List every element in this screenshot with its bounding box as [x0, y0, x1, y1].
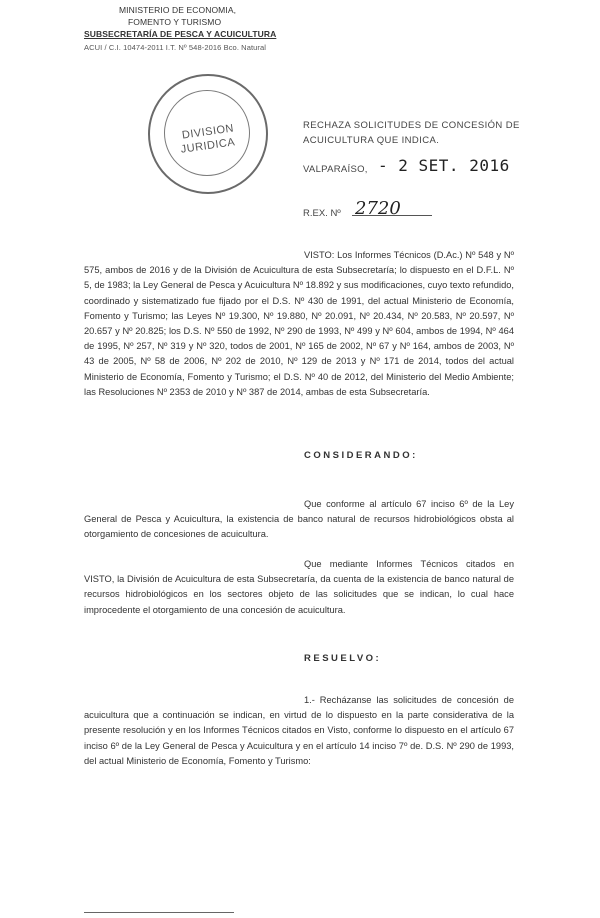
- stamp-line-2: JURIDICA: [180, 136, 236, 156]
- rex-number: 2720: [355, 198, 401, 219]
- header-subsecretaria: SUBSECRETARÍA DE PESCA Y ACUICULTURA: [84, 29, 277, 39]
- stamp-line-1: DIVISION: [181, 122, 235, 142]
- resuelvo-heading: RESUELVO:: [304, 653, 382, 664]
- rex-underline: [352, 215, 432, 216]
- rex-label: R.EX. Nº: [303, 208, 341, 219]
- considerando-heading: CONSIDERANDO:: [304, 450, 418, 461]
- date-stamp: - 2 SET. 2016: [378, 156, 510, 175]
- footnote-divider: [84, 912, 234, 913]
- place-label: VALPARAÍSO,: [303, 164, 368, 175]
- visto-paragraph: VISTO: Los Informes Técnicos (D.Ac.) Nº 548 y Nº 575, ambos de 2016 y de la División de Acuicultura de esta Subsecretaría; lo dispuesto en el D.F.L. Nº 5, de 1983; la Ley General de Pesca y Acuicultura Nº 18.892 y sus modificaciones, cuyo texto refundido, coordinado y sistematizado fue fijado por el D.S. Nº 430 de 1991, del actual Ministerio de Economía, Fomento y Turismo; las Leyes Nº 19.300, Nº 19.880, Nº 20.091, Nº 20.434, Nº 20.583, Nº 20.597, Nº 20.657 y Nº 20.825; los D.S. Nº 550 de 1992, Nº 290 de 1993, Nº 499 y Nº 604, ambos de 1994, Nº 464 de 1995, Nº 257, Nº 319 y Nº 320, todos de 2001, Nº 165 de 2002, Nº 67 y Nº 164, ambos de 2003, Nº 43 de 2005, Nº 58 de 2006, Nº 202 de 2010, Nº 129 de 2013 y Nº 171 de 2014, todos del actual Ministerio de Economía, Fomento y Turismo; el D.S. Nº 40 de 2012, del Ministerio del Medio Ambiente; las Resoluciones Nº 2353 de 2010 y Nº 387 de 2014, ambas de esta Subsecretaría.: [84, 250, 514, 397]
- header-reference: ACUI / C.I. 10474-2011 I.T. Nº 548-2016 Bco. Natural: [84, 43, 267, 52]
- considerando-paragraph-1: Que conforme al artículo 67 inciso 6º de la Ley General de Pesca y Acuicultura, la existencia de banco natural de recursos hidrobiológicos obsta al otorgamiento de concesiones de acuicultura.: [84, 499, 514, 540]
- official-stamp: [148, 74, 268, 194]
- header-ministry-sub: FOMENTO Y TURISMO: [128, 17, 222, 27]
- resuelvo-paragraph-1: 1.- Recházanse las solicitudes de concesión de acuicultura que a continuación se indican, en virtud de lo dispuesto en la parte considerativa de la presente resolución y en los Informes Técnicos citados en Visto, conforme lo dispuesto en el artículo 67 inciso 6º de la Ley General de Pesca y Acuicultura y en el artículo 14 inciso 7º de. D.S. Nº 290 de 1993, del actual Ministerio de Economía, Fomento y Turismo:: [84, 695, 514, 766]
- considerando-paragraph-2: Que mediante Informes Técnicos citados en VISTO, la División de Acuicultura de esta Subsecretaría, da cuenta de la existencia de banco natural de recursos hidrobiológicos en los sectores objeto de las solicitudes que se indican, lo cual hace improcedente el otorgamiento de una concesión de acuicultura.: [84, 559, 514, 615]
- resolution-title: RECHAZA SOLICITUDES DE CONCESIÓN DE ACUICULTURA QUE INDICA.: [303, 120, 520, 146]
- header-ministry: MINISTERIO DE ECONOMIA,: [119, 5, 237, 15]
